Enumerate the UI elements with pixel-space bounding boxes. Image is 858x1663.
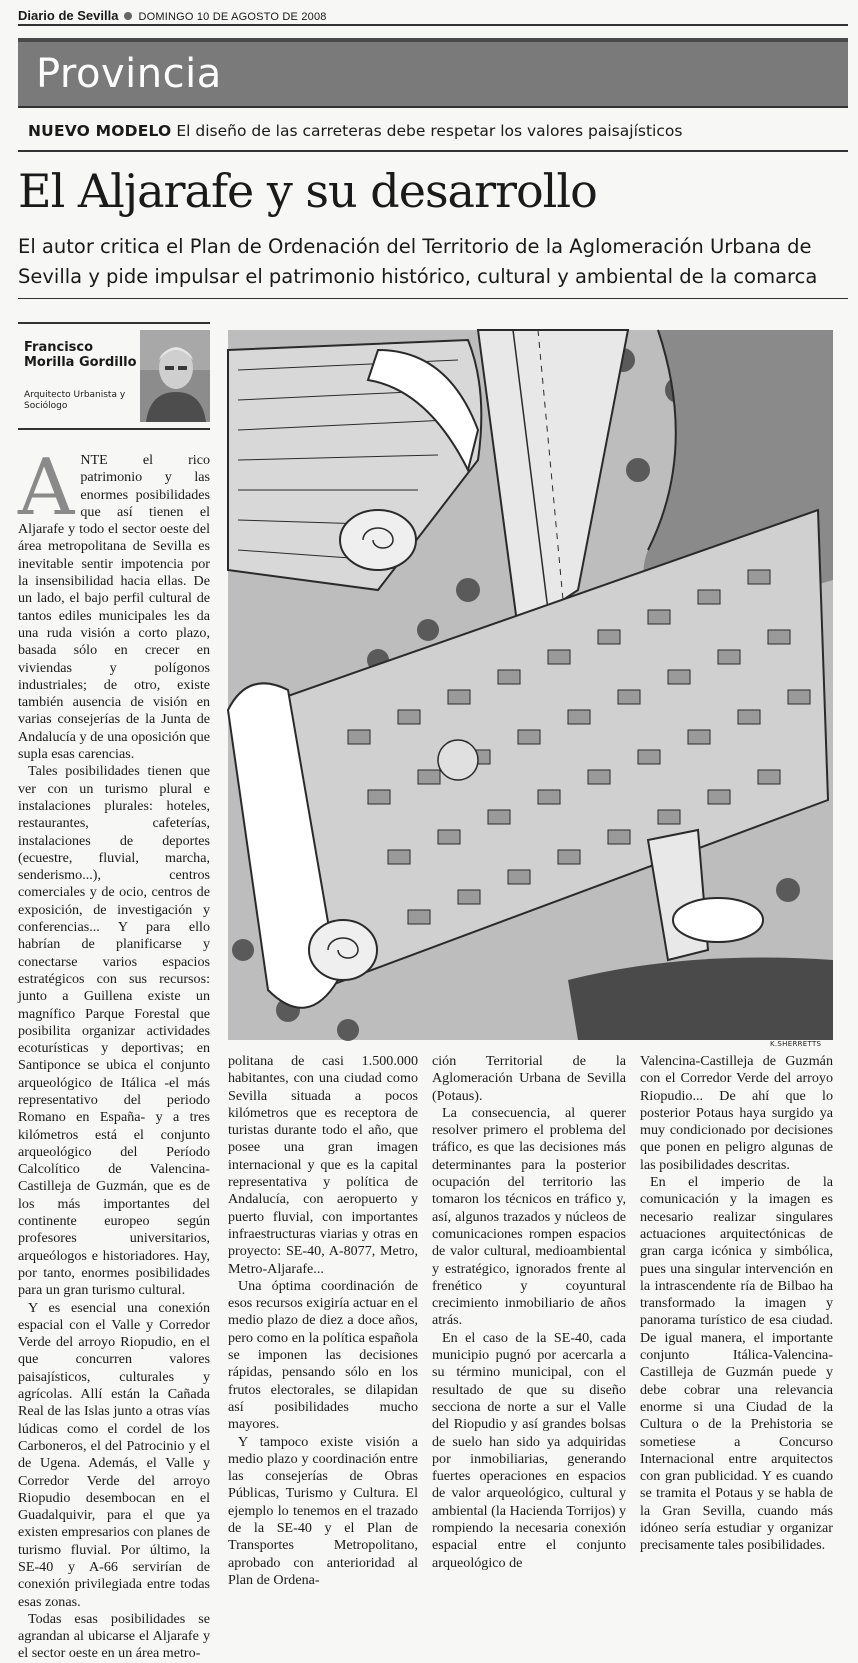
- article-column-1: [18, 443, 210, 1662]
- editorial-illustration: [228, 330, 833, 1040]
- article-column-3: [432, 1053, 626, 1571]
- article-paragraph: politana de casi 1.500.000 habitantes, con una ciudad como Sevilla situada a pocos kilómetros que es receptora de turistas durante todo el año, que posee una gran imagen internacional y que es la capital representativa y política de Andalucía, con aeropuerto y puerto fluvial, con importantes infraestructuras viarias y otras en proyecto: SE-40, A-8077, Metro, Metro-Aljarafe...: [228, 1053, 418, 1277]
- article-column-2: [228, 1053, 418, 1588]
- author-name: Francisco Morilla Gordillo: [24, 340, 137, 370]
- author-photo: [140, 330, 210, 422]
- article-paragraph: Tales posibilidades tienen que ver con un turismo plural e instalaciones plurales: hoteles, restaurantes, cafeterías, instalaciones de deportes (ecuestre, fluvial, marcha, senderismo...), centros comerciales y de ocio, centros de exposición, de investigación y conferencias... Y para ello habrían de planificarse y conectarse varios espacios estratégicos con sus recursos: junto a Guillena existe un magnífico Parque Forestal que posibilita organizar actividades ecoturísticas y deportivas; en Santiponce se ubica el conjunto arqueológico de Itálica -el más representativo del periodo Romano en España- y a tres kilómetros está el conjunto arqueológico del Período Calcolítico de Valencina-Castilleja de Guzmán, que es de los más importantes del continente europeo según profesores universitarios, arqueólogos e historiadores. Hay, por tanto, enormes posibilidades para un gran turismo cultural.: [18, 763, 210, 1299]
- publication-date: DOMINGO 10 DE AGOSTO DE 2008: [138, 11, 327, 23]
- masthead: [18, 8, 843, 24]
- headline: El Aljarafe y su desarrollo: [18, 164, 597, 218]
- bullet-icon: [124, 12, 132, 20]
- illustration-credit: K.SHERRETTS: [770, 1040, 822, 1048]
- article-paragraph: ción Territorial de la Aglomeración Urbana de Sevilla (Potaus).: [432, 1053, 626, 1104]
- kicker-text: El diseño de las carreteras debe respetar los valores paisajísticos: [176, 122, 683, 140]
- masthead-rule: [18, 24, 848, 26]
- kicker-rule: [18, 150, 848, 152]
- article-paragraph: Y es esencial una conexión espacial con el Valle y Corredor Verde del arroyo Riopudio, en el que concurren valores paisajísticos, culturales y agrícolas. Allí están la Cañada Real de las Islas junto a otras vías lúdicas como el cordel de los Carboneros, el del Patrocinio y el de Ugena. Además, el Valle y Corredor Verde del arroyo Riopudio desembocan en el Guadalquivir, para el que ya existen empresarios con planes de turismo fluvial. Por último, la SE-40 y A-66 servirían de conexión privilegiada entre todas esas zonas.: [18, 1299, 210, 1610]
- section-title: Provincia: [36, 51, 222, 97]
- article-paragraph: Valencina-Castilleja de Guzmán con el Corredor Verde del arroyo Riopudio... De ahí que lo posterior Potaus haya surgido ya muy condicionado por decisiones que ponen en peligro algunas de las posibilidades descritas.: [640, 1053, 833, 1173]
- newspaper-name: Diario de Sevilla: [18, 8, 119, 23]
- article-paragraph: Una óptima coordinación de esos recursos exigiría actuar en el medio plazo de diez a doce años, pero como en la política española se imponen las decisiones rápidas, pensando sólo en los frutos electorales, se dilapidan así posibilidades mucho mayores.: [228, 1277, 418, 1433]
- deck-rule: [18, 298, 848, 299]
- article-paragraph: La consecuencia, al querer resolver primero el problema del tráfico, es que las decisiones más determinantes para la posterior ocupación del territorio las tomaron los técnicos en tráfico y, así, algunos trazados y núcleos de comunicaciones rompen espacios de valor cultural, medioambiental y estratégico, ignorados frente al frenético y coyuntural crecimiento inmobiliario de años atrás.: [432, 1104, 626, 1329]
- article-paragraph: En el caso de la SE-40, cada municipio pugnó por acercarla a su término municipal, con el resultado de que su diseño secciona de norte a sur el Valle del Riopudio y así grandes bolsas de suelo han sido ya adquiridas por inmobiliarias, generando fuertes operaciones en espacios de valor arqueológico, cultural y ambiental (la Hacienda Torrijos) y rompiendo la necesaria conexión espacial entre el conjunto arqueológico de: [432, 1329, 626, 1571]
- article-paragraph: Todas esas posibilidades se agrandan al ubicarse el Aljarafe y el sector oeste en un área metro-: [18, 1610, 210, 1662]
- kicker-label: NUEVO MODELO: [28, 122, 172, 140]
- article-paragraph: Y tampoco existe visión a medio plazo y coordinación entre las consejerías de Obras Públicas, Turismo y Cultura. El ejemplo lo tenemos en el trazado de la SE-40 y el Plan de Transportes Metropolitano, aprobado con anterioridad al Plan de Ordena-: [228, 1433, 418, 1588]
- section-banner: [18, 38, 848, 108]
- drop-cap: A: [18, 443, 75, 533]
- article-paragraph: ANTE el rico patrimonio y las enormes posibilidades que así tienen el Aljarafe y todo el sector oeste del área metropolitana de Sevilla es inevitable sentir impotencia por la insensibilidad hacia ellas. De un lado, el bajo perfil cultural de tantos ediles municipales les da una ruda visión a corto plazo, basada sólo en crecer en viviendas y polígonos industriales; de otro, existe también ausencia de visión en varias consejerías de la Junta de Andalucía y de una oposición que supla esas carencias.: [18, 443, 210, 763]
- article-paragraph: En el imperio de la comunicación y la imagen es necesario realizar singulares actuaciones arquitectónicas de gran carga icónica y simbólica, pues una singular intervención en la intrascendente ría de Bilbao ha transformado la imagen y panorama turístico de esa ciudad. De igual manera, el importante conjunto Itálica-Valencina-Castilleja de Guzmán puede y debe cobrar una relevancia enorme si una Ciudad de la Cultura o de la Prehistoria se sometiese a Concurso Internacional entre arquitectos con gran publicidad. Y es cuando se tramita el Potaus y se habla de la Gran Sevilla, cuando más idóneo sería estudiar y organizar precisamente tales posibilidades.: [640, 1174, 833, 1554]
- article-column-4: [640, 1053, 833, 1554]
- kicker: [28, 122, 848, 146]
- subheadline: El autor critica el Plan de Ordenación del Territorio de la Aglomeración Urbana de Sevilla y pide impulsar el patrimonio histórico, cultural y ambiental de la comarca: [18, 235, 818, 288]
- author-role: Arquitecto Urbanista y Sociólogo: [24, 390, 126, 411]
